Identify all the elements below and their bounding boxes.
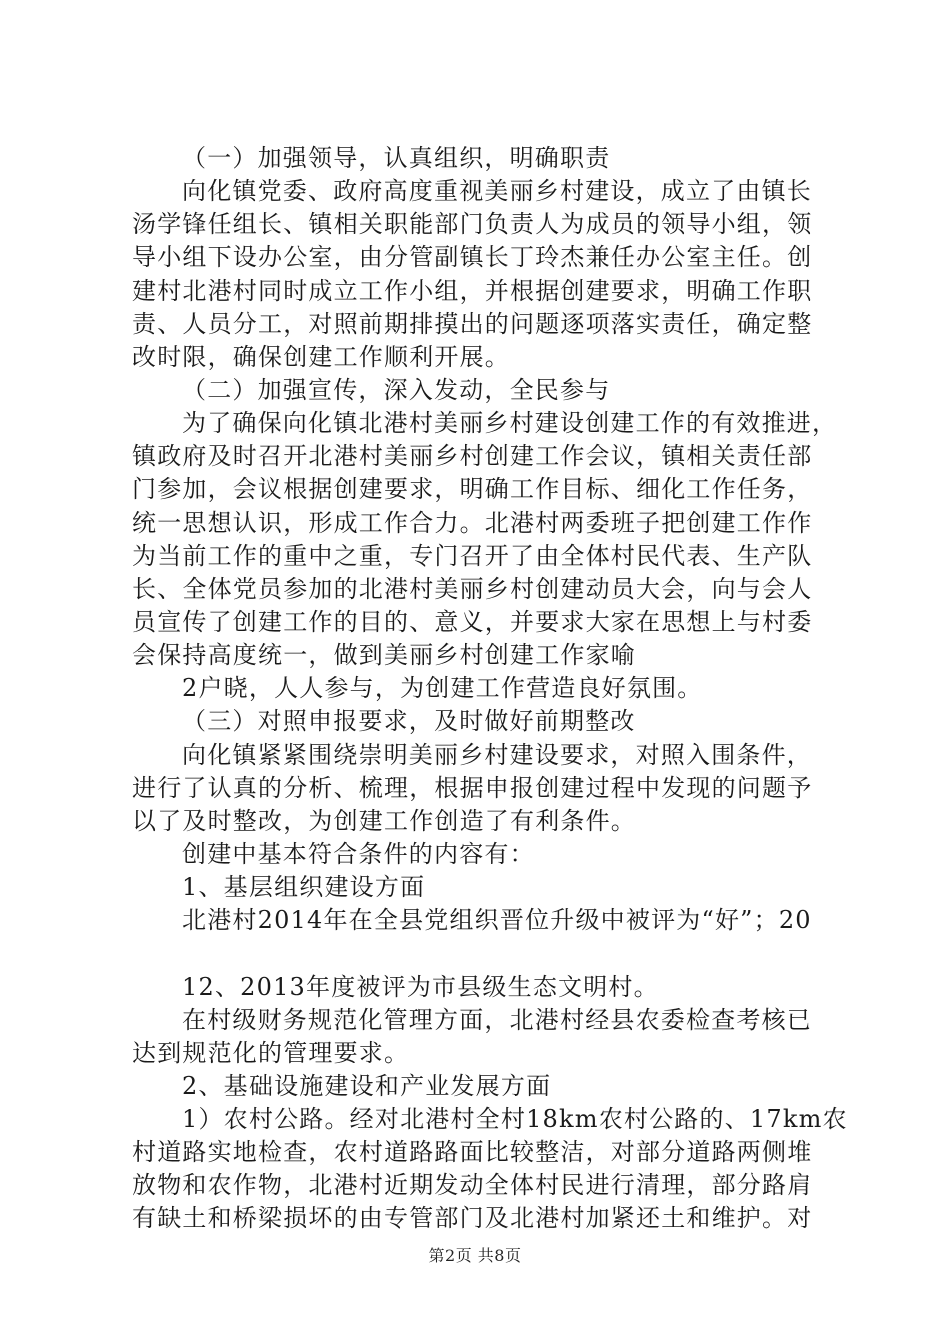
- paragraph-line: 向化镇紧紧围绕崇明美丽乡村建设要求，对照入围条件，: [182, 741, 812, 769]
- paragraph-line: 有缺土和桥梁损坏的由专管部门及北港村加紧还土和维护。对: [132, 1204, 813, 1232]
- paragraph-line: 村道路实地检查，农村道路路面比较整洁，对部分道路两侧堆: [132, 1138, 813, 1166]
- paragraph-line: 建村北港村同时成立工作小组，并根据创建要求，明确工作职: [132, 277, 813, 305]
- paragraph-line: 2户晓，人人参与，为创建工作营造良好氛围。: [182, 674, 703, 702]
- paragraph-line: 改时限，确保创建工作顺利开展。: [132, 343, 510, 371]
- subheading-line: 2、基础设施建设和产业发展方面: [182, 1072, 552, 1100]
- paragraph-line: 进行了认真的分析、梳理，根据申报创建过程中发现的问题予: [132, 774, 813, 802]
- paragraph-line: 员宣传了创建工作的目的、意义，并要求大家在思想上与村委: [132, 608, 813, 636]
- paragraph-line: 为了确保向化镇北港村美丽乡村建设创建工作的有效推进，: [182, 409, 838, 437]
- heading-section-2: （二）加强宣传，深入发动，全民参与: [182, 376, 611, 404]
- paragraph-line: 统一思想认识，形成工作合力。北港村两委班子把创建工作作: [132, 509, 813, 537]
- paragraph-line: 创建中基本符合条件的内容有：: [182, 840, 535, 868]
- paragraph-line: 镇政府及时召开北港村美丽乡村创建工作会议，镇相关责任部: [132, 442, 813, 470]
- paragraph-line: 会保持高度统一，做到美丽乡村创建工作家喻: [132, 641, 636, 669]
- paragraph-line: 汤学锋任组长、镇相关职能部门负责人为成员的领导小组，领: [132, 210, 813, 238]
- paragraph-line: 在村级财务规范化管理方面，北港村经县农委检查考核已: [182, 1006, 812, 1034]
- paragraph-line: 北港村2014年在全县党组织晋位升级中被评为“好”；20: [182, 906, 812, 934]
- paragraph-line: 放物和农作物，北港村近期发动全体村民进行清理，部分路肩: [132, 1171, 813, 1199]
- paragraph-line: 以了及时整改，为创建工作创造了有利条件。: [132, 807, 636, 835]
- paragraph-line: 12、2013年度被评为市县级生态文明村。: [182, 973, 659, 1001]
- paragraph-line: 门参加，会议根据创建要求，明确工作目标、细化工作任务，: [132, 475, 813, 503]
- heading-section-1: （一）加强领导，认真组织，明确职责: [182, 144, 611, 172]
- paragraph-line: 1）农村公路。经对北港村全村18km农村公路的、17km农: [182, 1105, 848, 1133]
- page-number-footer: 第2页 共8页: [428, 1246, 522, 1265]
- heading-section-3: （三）对照申报要求，及时做好前期整改: [182, 707, 636, 735]
- subheading-line: 1、基层组织建设方面: [182, 873, 426, 901]
- paragraph-line: 为当前工作的重中之重，专门召开了由全体村民代表、生产队: [132, 542, 813, 570]
- paragraph-line: 长、全体党员参加的北港村美丽乡村创建动员大会，向与会人: [132, 575, 813, 603]
- paragraph-line: 导小组下设办公室，由分管副镇长丁玲杰兼任办公室主任。创: [132, 243, 813, 271]
- paragraph-line: 责、人员分工，对照前期排摸出的问题逐项落实责任，确定整: [132, 310, 813, 338]
- paragraph-line: 向化镇党委、政府高度重视美丽乡村建设，成立了由镇长: [182, 177, 812, 205]
- paragraph-line: 达到规范化的管理要求。: [132, 1039, 410, 1067]
